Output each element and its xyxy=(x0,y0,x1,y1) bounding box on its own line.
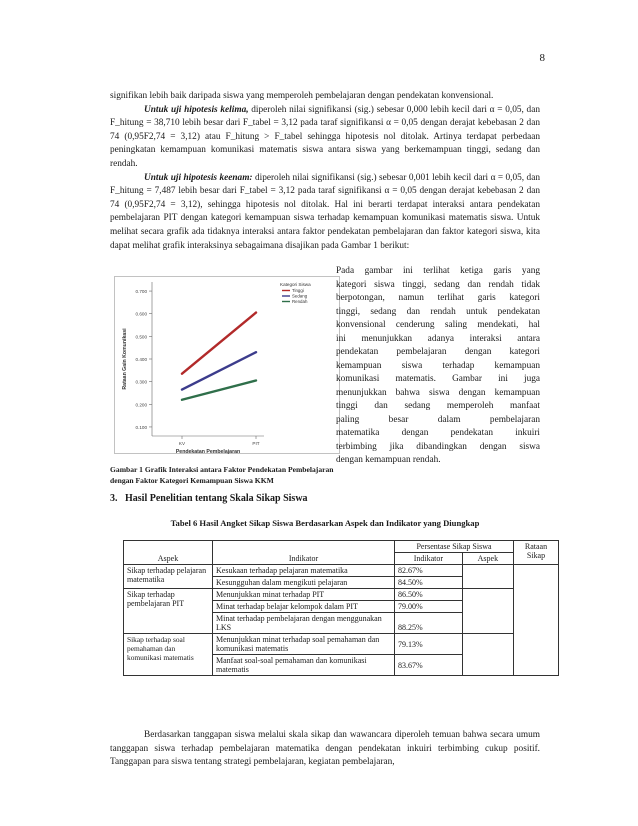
paragraph-2-body: diperoleh nilai signifikansi (sig.) sebesar 0,000 lebih kecil dari α = 0,05, dan F_hitung = 38,710 lebih besar dari F_tabel = 3,12 pada taraf signifikansi α = 0,05 dengan derajat kebebasan 2 dan 74 (0,95F2,74 = 3,12) atau F_hitung > F_tabel sehingga hipotesis nol ditolak. Artinya terdapat perbedaan peningkatan kemampuan komunikasi matematis siswa antara siswa yang berkemampuan tinggi, sedang dan rendah. xyxy=(110,104,540,169)
table-caption: Tabel 6 Hasil Angket Sikap Siswa Berdasarkan Aspek dan Indikator yang Diungkap xyxy=(170,518,480,528)
paragraph-1: signifikan lebih baik daripada siswa yang memperoleh pembelajaran dengan pendekatan konvensional. xyxy=(110,91,494,101)
y-tick-label: 0.400 xyxy=(135,357,147,362)
legend-entry: Rendah xyxy=(292,299,308,304)
legend-entry: Tinggi xyxy=(292,288,304,293)
side-text-line: kemampuan siswa terhadap kemampuan xyxy=(336,360,540,371)
section-heading: 3. Hasil Penelitian tentang Skala Sikap Siswa xyxy=(110,493,308,504)
persen-cell: 83.67% xyxy=(395,655,463,676)
figure-caption: Gambar 1 Grafik Interaksi antara Faktor Pendekatan Pembelajaran dengan Faktor Kategori Kemampuan Siswa KKM xyxy=(110,465,334,485)
y-tick-label: 0.200 xyxy=(135,402,147,408)
persen-cell: 88.25% xyxy=(395,613,463,634)
header-persentase: Persentase Sikap Siswa xyxy=(395,541,514,553)
side-text-line: kategori siswa tinggi, sedang dan rendah tidak xyxy=(336,279,540,290)
aspek-cell: Sikap terhadap soal pemahaman dan komunikasi matematis xyxy=(124,634,213,676)
side-text-line: konvensional cenderung saling mendekati, hal xyxy=(336,320,540,330)
aspek-persen-symbol xyxy=(462,589,513,634)
table-header-row xyxy=(124,541,559,553)
aspek-cell: Sikap terhadap pelajaran matematika xyxy=(124,565,213,589)
persen-cell: 82.67% xyxy=(395,565,463,577)
y-tick-label: 0.100 xyxy=(135,424,147,430)
x-tick-label: KV xyxy=(178,441,186,446)
side-text-line: matematika dengan pendekatan inkuiri xyxy=(336,428,540,438)
aspek-persen-symbol xyxy=(462,565,513,589)
legend-title: Kategori Siswa xyxy=(280,282,311,287)
body-text-bottom xyxy=(110,729,540,770)
page-number: 8 xyxy=(539,52,545,64)
indikator-cell: Minat terhadap pembelajaran dengan menggunakan LKS xyxy=(213,613,395,634)
paragraph-2 xyxy=(110,104,540,172)
chart-svg xyxy=(114,276,340,454)
indikator-cell: Kesukaan terhadap pelajaran matematika xyxy=(213,565,395,577)
side-text-line: berpotongan, namun terlihat garis kategori xyxy=(336,293,540,303)
rataan-symbol xyxy=(514,565,559,676)
x-axis-label: Pendekatan Pembelajaran xyxy=(175,449,241,454)
side-text-line: dengan kemampuan rendah. xyxy=(336,455,441,465)
side-text-line: komunikasi matematis. Gambar ini juga xyxy=(336,374,540,384)
persen-cell: 79.00% xyxy=(395,601,463,613)
indikator-cell: Menunjukkan minat terhadap soal pemahaman dan komunikasi matematis xyxy=(213,634,395,655)
paragraph-2-title: Untuk uji hipotesis kelima, xyxy=(144,104,249,115)
header-rataan: Rataan Sikap xyxy=(514,541,559,565)
paragraph-3 xyxy=(110,172,540,254)
side-text-line: paling besar dalam pembelajaran xyxy=(336,414,540,425)
subheader-indikator: Indikator xyxy=(395,553,463,565)
indikator-cell: Kesungguhan dalam mengikuti pelajaran xyxy=(213,577,395,589)
side-text-line: tinggi, sedang dan rendah untuk pendekatan xyxy=(336,306,540,317)
side-text xyxy=(336,265,540,468)
header-aspek-label: Aspek xyxy=(157,554,179,563)
aspek-cell: Sikap terhadap pembelajaran PIT xyxy=(124,589,213,634)
side-text-line: terbimbing jika dibandingkan dengan siswa xyxy=(336,441,540,452)
persen-cell: 79.13% xyxy=(395,634,463,655)
body-text-top xyxy=(110,90,540,253)
y-tick-label: 0.500 xyxy=(135,334,147,340)
header-indikator xyxy=(213,541,395,565)
indikator-cell: Manfaat soal-soal pemahaman dan komunikasi matematis xyxy=(213,655,395,676)
attitude-table xyxy=(123,540,559,676)
y-axis-label: Rataan Gain Komunikasi xyxy=(122,328,128,390)
aspek-persen-symbol xyxy=(462,634,513,676)
header-indikator-label: Indikator xyxy=(288,554,319,563)
x-tick-label: PIT xyxy=(252,441,260,446)
persen-cell: 86.50% xyxy=(395,589,463,601)
paragraph-bottom: Berdasarkan tanggapan siswa melalui skala sikap dan wawancara diperoleh temuan bahwa secara umum tanggapan siswa terhadap pembelajaran matematika dengan pendekatan inkuiri terbimbing cukup positif. Tanggapan para siswa tentang strategi pembelajaran, kegiatan pembelajaran, xyxy=(110,730,540,768)
table-row xyxy=(124,634,559,655)
table-row xyxy=(124,589,559,601)
indikator-cell: Minat terhadap belajar kelompok dalam PIT xyxy=(213,601,395,613)
paragraph-3-body: diperoleh nilai signifikansi (sig.) sebesar 0,001 lebih kecil dari α = 0,05, dan F_hitung = 7,487 lebih besar dari F_tabel = 3,12 pada taraf signifikansi α = 0,05 dengan derajat kebebasan 2 dan 74 (0,95F2,74 = 3,12), sehingga hipotesis nol ditolak. Hal ini berarti terdapat interaksi antara pendekatan pembelajaran PIT dengan kategori kemampuan siswa terhadap kemampuan komunikasi matematis siswa. Untuk melihat secara grafik ada tidaknya interaksi antara faktor pendekatan pembelajaran dan faktor kategori siswa, kita dapat melihat grafik interaksinya sebagaimana disajikan pada Gambar 1 berikut: xyxy=(110,172,540,251)
interaction-chart xyxy=(114,276,340,454)
indikator-cell: Menunjukkan minat terhadap PIT xyxy=(213,589,395,601)
legend-entry: Sedang xyxy=(292,293,308,299)
side-text-line: ini menunjukkan adanya interaksi antara xyxy=(336,333,540,344)
persen-cell: 84.50% xyxy=(395,577,463,589)
y-tick-label: 0.600 xyxy=(135,311,147,317)
table-row xyxy=(124,565,559,577)
side-text-line: pendekatan pembelajaran dengan kategori xyxy=(336,347,540,357)
side-text-line: tinggi dan sedang memperoleh manfaat xyxy=(336,401,540,411)
subheader-aspek: Aspek xyxy=(462,553,513,565)
header-aspek xyxy=(124,541,213,565)
side-text-line: menunjukkan bahwa siswa dengan kemampuan xyxy=(336,387,540,398)
side-text-line: Pada gambar ini terlihat ketiga garis yang xyxy=(336,266,540,276)
paragraph-3-title: Untuk uji hipotesis keenam: xyxy=(144,172,253,183)
y-tick-label: 0.300 xyxy=(135,379,147,385)
y-tick-label: 0.700 xyxy=(135,289,147,295)
